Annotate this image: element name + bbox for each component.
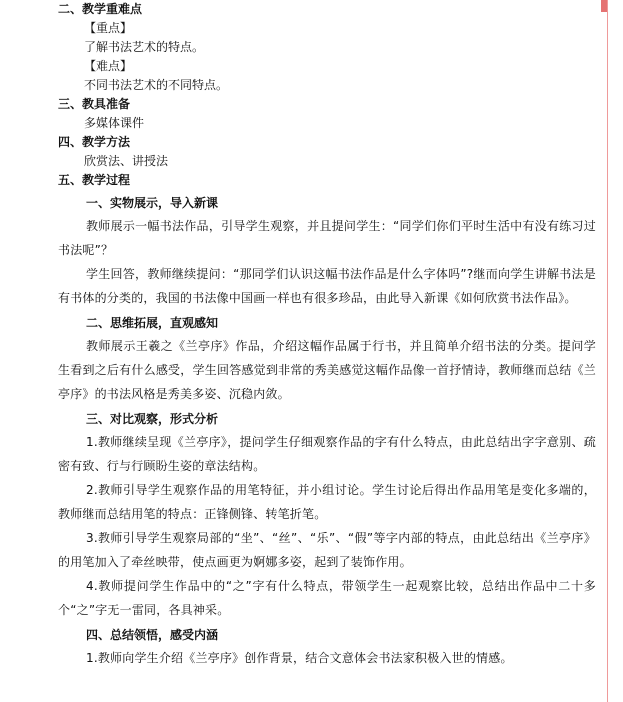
paragraph: 教师展示一幅书法作品，引导学生观察，并且提问学生：“同学们你们平时生活中有没有练习过书法呢”？: [58, 219, 596, 257]
paragraph: 1.教师向学生介绍《兰亭序》创作背景，结合文意体会书法家积极入世的情感。: [86, 651, 513, 665]
section-heading-materials: 三、教具准备: [58, 97, 131, 111]
focus-text: 了解书法艺术的特点。: [84, 40, 205, 54]
paragraph: 学生回答，教师继续提问：“那同学们认识这幅书法作品是什么字体吗”?继而向学生讲解书法是有书体的分类的，我国的书法像中国画一样也有很多珍品，由此导入新课《如何欣赏书法作品》。: [58, 267, 596, 305]
difficulty-label: 【难点】: [84, 59, 133, 73]
paragraph: 2.教师引导学生观察作品的用笔特征，并小组讨论。学生讨论后得出作品用笔是变化多端的，教师继而总结用笔的特点：正锋侧锋、转笔折笔。: [58, 483, 596, 521]
subsection-heading-4: 四、总结领悟，感受内涵: [86, 628, 219, 642]
document-content: [58, 0, 596, 670]
difficulty-text: 不同书法艺术的不同特点。: [84, 78, 229, 92]
section-heading-key-points: 二、教学重难点: [58, 2, 143, 16]
section-heading-process: 五、教学过程: [58, 173, 131, 187]
methods-text: 欣赏法、讲授法: [84, 154, 169, 168]
paragraph: 教师展示王羲之《兰亭序》作品，介绍这幅作品属于行书，并且简单介绍书法的分类。提问学生看到之后有什么感受，学生回答感觉到非常的秀美感觉这幅作品像一首抒情诗，教师继而总结《兰亭序》的书法风格是秀美多姿、沉稳内敛。: [58, 339, 596, 401]
materials-text: 多媒体课件: [84, 116, 145, 130]
subsection-heading-2: 二、思维拓展，直观感知: [86, 316, 219, 330]
section-heading-methods: 四、教学方法: [58, 135, 131, 149]
paragraph: 1.教师继续呈现《兰亭序》，提问学生仔细观察作品的字有什么特点，由此总结出字字意别、疏密有致、行与行顾盼生姿的章法结构。: [58, 435, 596, 473]
subsection-heading-1: 一、实物展示，导入新课: [86, 196, 219, 210]
paragraph: 4.教师提问学生作品中的“之”字有什么特点，带领学生一起观察比较，总结出作品中二十多个“之”字无一雷同，各具神采。: [58, 579, 596, 617]
page-corner-accent: [601, 0, 607, 12]
paragraph: 3.教师引导学生观察局部的“坐”、“丝”、“乐”、“假”等字内部的特点，由此总结出《兰亭序》的用笔加入了牵丝映带，使点画更为婀娜多姿，起到了装饰作用。: [58, 531, 596, 569]
subsection-heading-3: 三、对比观察，形式分析: [86, 412, 219, 426]
focus-label: 【重点】: [84, 21, 133, 35]
